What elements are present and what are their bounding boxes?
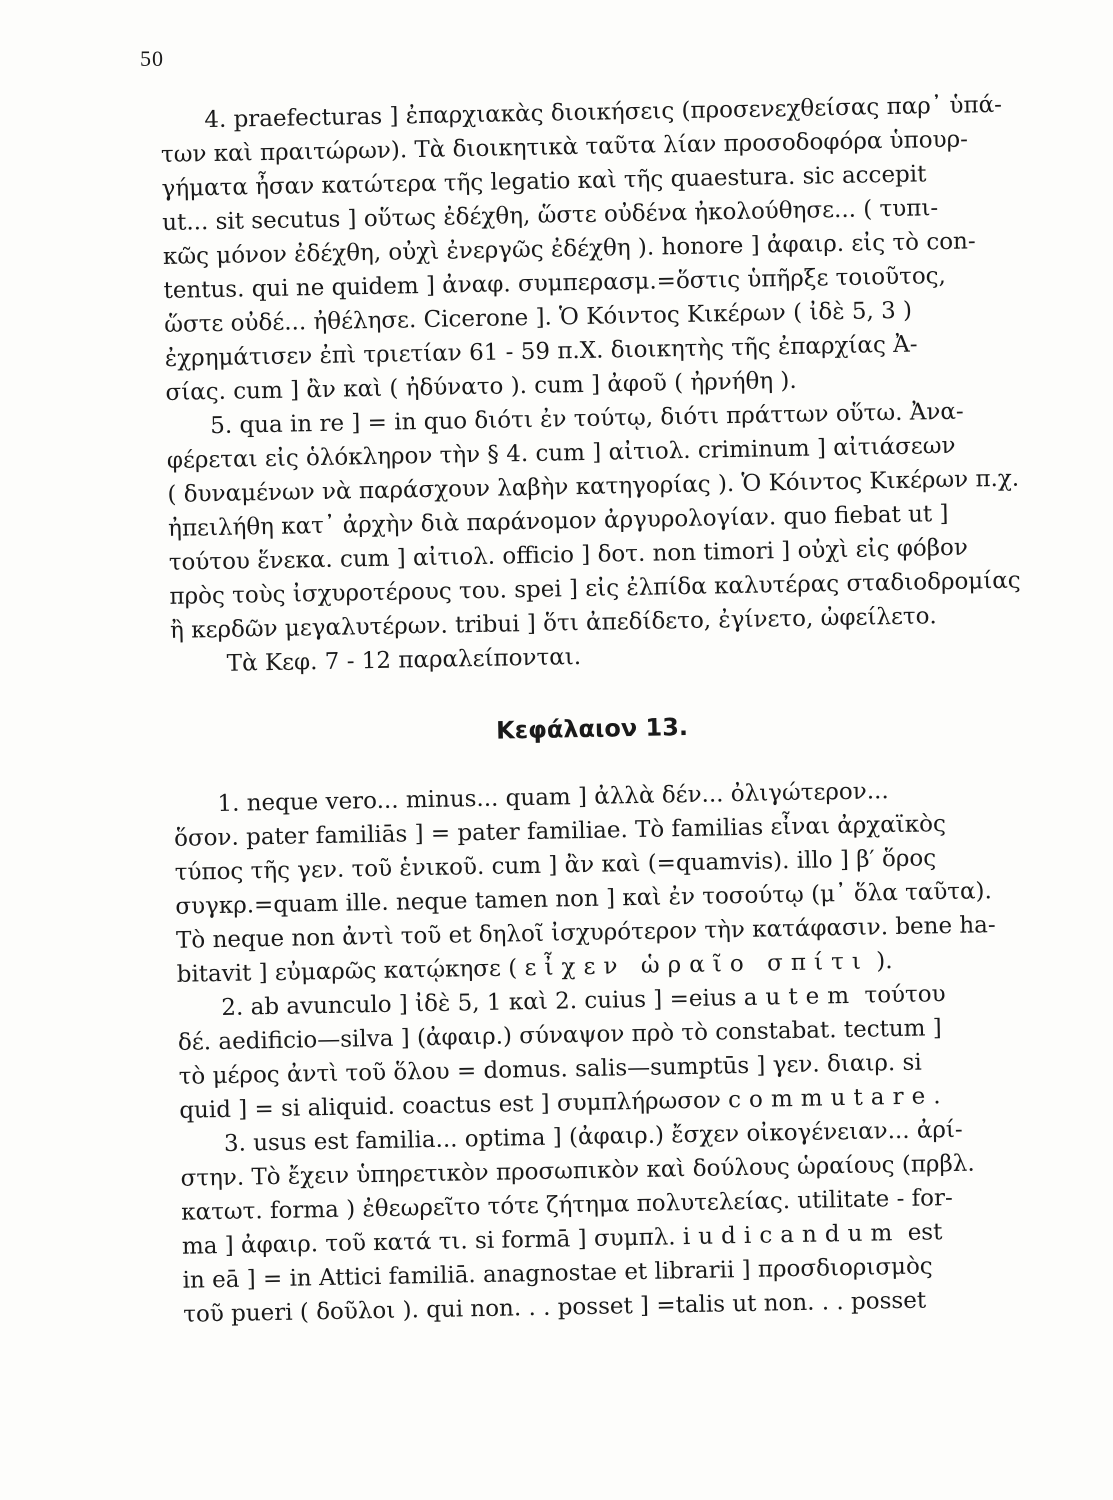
text-line: τούτου ἕνεκα. cum ] αἰτιολ. officio ] δοτ. non timori ] οὐχὶ εἰς φόβον: [168, 534, 969, 576]
text-line: τοῦ pueri ( δοῦλοι ). qui non. . . posset ] =talis ut non. . . posset: [182, 1287, 927, 1328]
text-line: φέρεται εἰς ὁλόκληρον τὴν § 4. cum ] αἰτιολ. criminum ] αἰτιάσεων: [166, 432, 956, 474]
text-line: tentus. qui ne quidem ] ἀναφ. συμπερασμ.=ὅστις ὑπῆρξε τοιοῦτος,: [163, 262, 947, 304]
text-line: κῶς μόνον ἐδέχθη, οὐχὶ ἐνεργῶς ἐδέχθη ). honore ] ἀφαιρ. εἰς τὸ con-: [162, 228, 976, 270]
text-line: συγκρ.=quam ille. neque tamen non ] καὶ ἐν τοσούτῳ (μ᾽ ὅλα ταῦτα).: [175, 878, 993, 920]
text-line: των καὶ πραιτώρων). Τὰ διοικητικὰ ταῦτα λίαν προσοδοφόρα ὑπουρ-: [160, 126, 969, 168]
text-line: σίας. cum ] ἂν καὶ ( ἠδύνατο ). cum ] ἀφοῦ ( ἠρνήθη ).: [165, 367, 797, 406]
spaced-emphasis: εἶχεν ὡραῖο σπίτι: [524, 948, 870, 982]
text-line: 5. qua in re ] = in quo διότι ἐν τούτῳ, διότι πράττων οὕτω. Ἀνα-: [209, 398, 964, 440]
text-line: 4. praefecturas ] ἐπαρχιακὰς διοικήσεις (προσενεχθείσας παρ᾽ ὑπά-: [204, 91, 1003, 134]
text-run: 2. ab avunculo ] ἰδὲ 5, 1 καὶ 2. cuius ] =eius: [221, 985, 737, 1021]
text-line: τὸ μέρος ἀντὶ τοῦ ὅλου = domus. salis—sumptūs ] γεν. διαιρ. si: [178, 1049, 922, 1090]
chapter-heading: Κεφάλαιον 13.: [495, 712, 689, 745]
text-line: ( δυναμένων νὰ παράσχουν λαβὴν κατηγορίας ). Ὁ Κόιντος Κικέρων π.χ.: [167, 465, 1020, 508]
text-run: bitavit ] εὐμαρῶς κατῴκησε (: [176, 955, 518, 988]
text-run: quid ] = si aliquid. coactus est ] συμπλήρωσον: [179, 1087, 722, 1124]
spaced-emphasis: autem: [743, 982, 858, 1011]
text-run: ma ] ἀφαιρ. τοῦ κατά τι. si formā ] συμπλ.: [181, 1224, 676, 1260]
text-line: ἠπειλήθη κατ᾽ ἀρχὴν διὰ παράνομον ἀργυρολογίαν. quo fiebat ut ]: [167, 500, 949, 542]
omitted-chapters-note: Τὰ Κεφ. 7 - 12 παραλείπονται.: [226, 644, 582, 677]
text-line: ὥστε οὐδέ... ἠθέλησε. Cicerone ]. Ὁ Κόιντος Κικέρων ( ἰδὲ 5, 3 ): [163, 297, 913, 338]
text-line: δέ. aedificio—silva ] (ἀφαιρ.) σύναψον πρὸ τὸ constabat. tectum ]: [177, 1015, 942, 1056]
text-run: ).: [875, 948, 893, 975]
text-line: Τὸ neque non ἀντὶ τοῦ et δηλοῖ ἰσχυρότερον τὴν κατάφασιν. bene ha-: [175, 912, 996, 954]
text-line: κατωτ. forma ) ἐθεωρεῖτο τότε ζήτημα πολυτελείας. utilitate - for-: [181, 1184, 954, 1226]
spaced-emphasis: commutare.: [727, 1083, 949, 1114]
text-line: ὅσον. pater familiās ] = pater familiae. Τὸ familias εἶναι ἀρχαϊκὸς: [173, 811, 947, 852]
text-line: 3. usus est familia... optima ] (ἀφαιρ.) ἔσχεν οἰκογένειαν... ἀρί-: [223, 1116, 963, 1157]
text-line: ἢ κερδῶν μεγαλυτέρων. tribui ] ὅτι ἀπεδίδετο, ἐγίνετο, ὠφείλετο.: [169, 603, 937, 644]
spaced-emphasis: iudicandum: [682, 1219, 901, 1251]
text-line: 1. neque vero... minus... quam ] ἀλλὰ δέν... ὀλιγώτερον...: [217, 778, 889, 818]
text-line: στην. Τὸ ἔχειν ὑπηρετικὸν προσωπικὸν καὶ δούλους ὡραίους (πρβλ.: [180, 1150, 975, 1192]
text-line: ut... sit secutus ] οὕτως ἐδέχθη, ὥστε οὐδένα ἠκολούθησε... ( τυπι-: [162, 195, 939, 236]
text-line: in eā ] = in Attici familiā. anagnostae et librarii ] προσδιορισμὸς: [182, 1253, 933, 1294]
page-body: [160, 87, 1073, 1332]
text-line: γήματα ἦσαν κατώτερα τῆς legatio καὶ τῆς quaestura. sic accepit: [161, 161, 927, 202]
page-number: 50: [140, 46, 164, 71]
text-run: τούτου: [864, 981, 946, 1009]
text-run: est: [907, 1219, 943, 1246]
text-line: πρὸς τοὺς ἰσχυροτέρους του. spei ] εἰς ἐλπίδα καλυτέρας σταδιοδρομίας: [169, 567, 1021, 610]
text-line: τύπος τῆς γεν. τοῦ ἑνικοῦ. cum ] ἂν καὶ (=quamvis). illo ] β′ ὅρος: [174, 845, 937, 886]
text-line: ἐχρημάτισεν ἐπὶ τριετίαν 61 - 59 π.Χ. διοικητὴς τῆς ἐπαρχίας Ἀ-: [164, 331, 918, 372]
